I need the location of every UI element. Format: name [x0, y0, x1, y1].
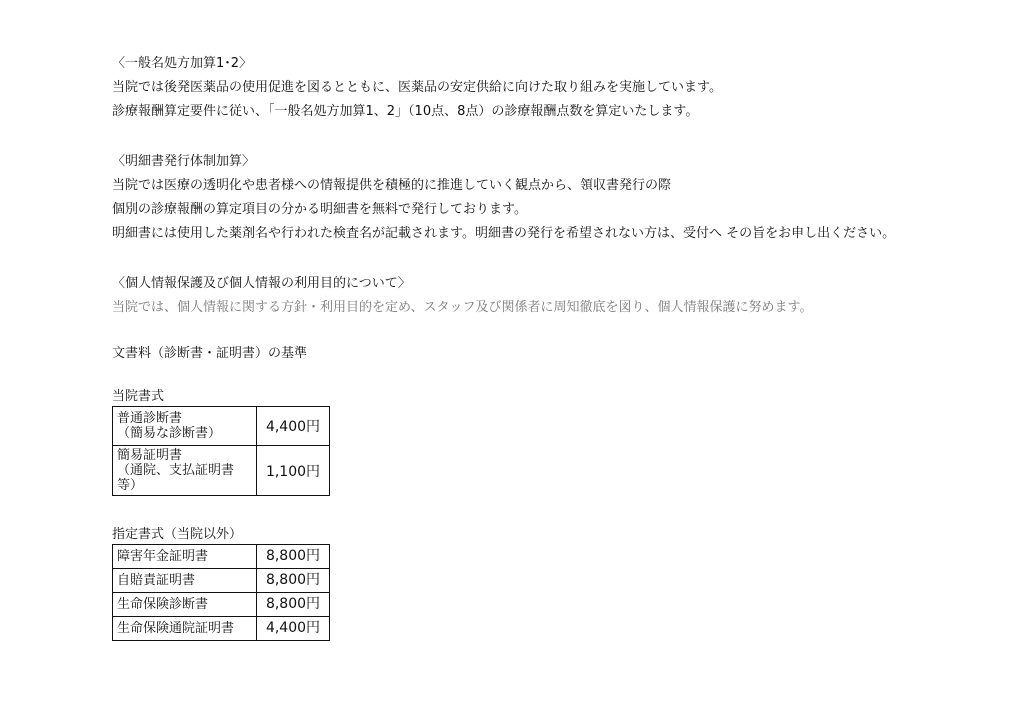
document-name: 簡易証明書 [117, 448, 183, 463]
document-name-cell [113, 407, 257, 446]
price-cell: 1,100円 [257, 446, 330, 496]
document-name-cell: 障害年金証明書 [113, 545, 257, 569]
document-note: （通院、支払証明書等） [117, 463, 235, 493]
document-name: 普通診断書 [117, 411, 183, 426]
document-note: （簡易な診断書） [117, 426, 222, 441]
document-page [112, 52, 992, 641]
table-row [113, 569, 330, 593]
paragraph-line: 当院では、個人情報に関する方針・利用目的を定め、スタッフ及び関係者に周知徹底を図り、個人情報保護に努めます。 [112, 300, 813, 315]
section-heading-itemized-statement: 〈明細書発行体制加算〉 [112, 154, 256, 169]
paragraph-line: 個別の診療報酬の算定項目の分かる明細書を無料で発行しております。 [112, 202, 527, 217]
designated-fee-table [112, 544, 330, 641]
paragraph-line: 当院では医療の透明化や患者様への情報提供を積極的に推進していく観点から、領収書発行の際 [112, 178, 672, 193]
document-name-cell [113, 446, 257, 496]
designated-format-label: 指定書式（当院以外） [112, 527, 243, 542]
document-name-cell: 自賠責証明書 [113, 569, 257, 593]
table-row [113, 545, 330, 569]
table-row [113, 617, 330, 641]
paragraph-line: 診療報酬算定要件に従い、「一般名処方加算1、2」（10点、8点）の診療報酬点数を算定いたします。 [112, 104, 699, 119]
paragraph-line: 明細書には使用した薬剤名や行われた検査名が記載されます。明細書の発行を希望されない方は、受付へ その旨をお申し出ください。 [112, 226, 896, 241]
table-row [113, 593, 330, 617]
price-cell: 8,800円 [257, 569, 330, 593]
fees-title: 文書料（診断書・証明書）の基準 [112, 346, 308, 361]
price-cell: 8,800円 [257, 593, 330, 617]
paragraph-line: 当院では後発医薬品の使用促進を図るとともに、医薬品の安定供給に向けた取り組みを実施しています。 [112, 80, 722, 95]
section-heading-privacy: 〈個人情報保護及び個人情報の利用目的について〉 [112, 276, 411, 291]
table-row [113, 446, 330, 496]
in-house-fee-table [112, 406, 330, 496]
document-name-cell: 生命保険通院証明書 [113, 617, 257, 641]
table-row [113, 407, 330, 446]
price-cell: 4,400円 [257, 407, 330, 446]
price-cell: 8,800円 [257, 545, 330, 569]
price-cell: 4,400円 [257, 617, 330, 641]
in-house-format-label: 当院書式 [112, 389, 165, 404]
section-heading-generic-prescription: 〈一般名処方加算1･2〉 [112, 56, 253, 71]
document-name-cell: 生命保険診断書 [113, 593, 257, 617]
